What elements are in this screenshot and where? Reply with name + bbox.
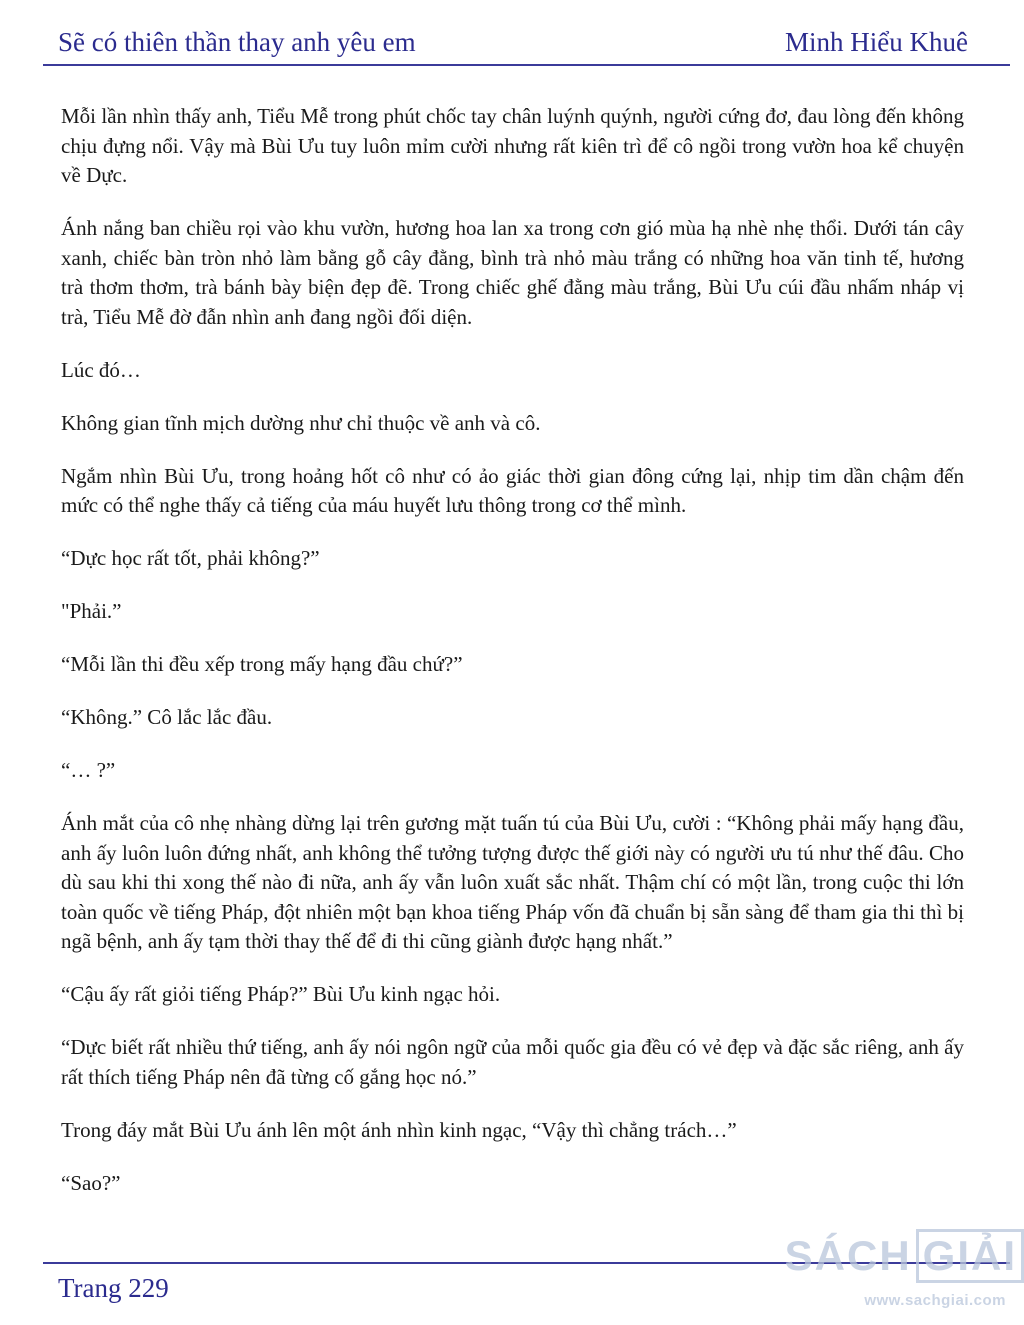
paragraph: “Sao?” <box>61 1170 121 1195</box>
paragraph: “Mỗi lần thi đều xếp trong mấy hạng đầu chứ?” <box>61 652 463 676</box>
watermark <box>784 1226 1024 1321</box>
author-name: Minh Hiểu Khuê <box>785 26 968 57</box>
paragraph: “Cậu ấy rất giỏi tiếng Pháp?” Bùi Ưu kinh ngạc hỏi. <box>61 982 501 1006</box>
paragraph: Ánh mắt của cô nhẹ nhàng dừng lại trên gương mặt tuấn tú của Bùi Ưu, cười : “Không phải mấy hạng đầu, anh ấy luôn luôn đứng nhất, anh không thể tưởng tượng được thế giới này có người ưu tú như thế đâu. Cho dù sau khi thi xong thế nào đi nữa, anh ấy vẫn luôn xuất sắc nhất. Thậm chí có một lần, trong cuộc thi lớn toàn quốc về tiếng Pháp, đột nhiên một bạn khoa tiếng Pháp vốn đã chuẩn bị sẵn sàng để tham gia thi thì bị ngã bệnh, anh ấy tạm thời thay thế để đi thi cũng giành được hạng nhất.” <box>61 811 964 953</box>
header-divider <box>43 64 1010 66</box>
paragraph: Mỗi lần nhìn thấy anh, Tiểu Mễ trong phút chốc tay chân luýnh quýnh, người cứng đơ, đau lòng đến không chịu đựng nổi. Vậy mà Bùi Ưu tuy luôn mỉm cười nhưng rất kiên trì để cô ngồi trong vườn hoa kể chuyện về Dực. <box>61 104 964 187</box>
paragraph: Lúc đó… <box>61 357 141 382</box>
page-number: Trang 229 <box>58 1273 169 1303</box>
paragraph: “Dực biết rất nhiều thứ tiếng, anh ấy nói ngôn ngữ của mỗi quốc gia đều có vẻ đẹp và đặc sắc riêng, anh ấy rất thích tiếng Pháp nên đã từng cố gắng học nó.” <box>61 1035 964 1089</box>
paragraph: Ánh nắng ban chiều rọi vào khu vườn, hương hoa lan xa trong cơn gió mùa hạ nhè nhẹ thổi. Dưới tán cây xanh, chiếc bàn tròn nhỏ làm bằng gỗ cây đằng, bình trà nhỏ màu trắng có những hoa văn tinh tế, hương trà thơm thơm, trà bánh bày biện đẹp đẽ. Trong chiếc ghế đằng màu trắng, Bùi Ưu cúi đầu nhấm nháp vị trà, Tiểu Mễ đờ đẫn nhìn anh đang ngồi đối diện. <box>61 216 964 329</box>
paragraph: "Phải.” <box>61 599 122 623</box>
page-content <box>61 102 964 1222</box>
page-header <box>58 22 968 62</box>
watermark-logo-left: SÁCH <box>784 1232 912 1279</box>
paragraph: Không gian tĩnh mịch dường như chỉ thuộc về anh và cô. <box>61 410 541 435</box>
watermark-logo <box>785 1226 1024 1286</box>
paragraph: Trong đáy mắt Bùi Ưu ánh lên một ánh nhìn kinh ngạc, “Vậy thì chẳng trách…” <box>61 1117 737 1142</box>
watermark-url: www.sachgiai.com <box>864 1292 1006 1309</box>
paragraph: “Không.” Cô lắc lắc đầu. <box>61 705 273 729</box>
watermark-logo-right: GIẢI <box>916 1229 1024 1283</box>
paragraph: Ngắm nhìn Bùi Ưu, trong hoảng hốt cô như có ảo giác thời gian đông cứng lại, nhịp tim dần chậm đến mức có thể nghe thấy cả tiếng của máu huyết lưu thông trong cơ thể mình. <box>61 463 964 517</box>
paragraph: “Dực học rất tốt, phải không?” <box>61 546 320 570</box>
paragraph: “… ?” <box>61 758 116 782</box>
book-title: Sẽ có thiên thần thay anh yêu em <box>58 26 416 57</box>
